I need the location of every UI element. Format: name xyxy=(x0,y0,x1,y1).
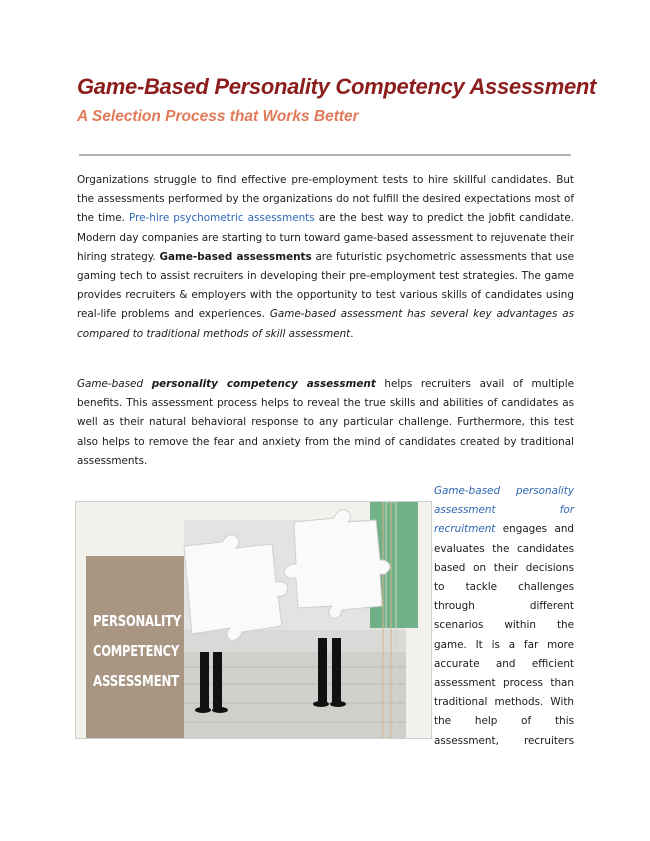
assessment-illustration xyxy=(75,501,432,739)
intro-paragraph xyxy=(77,171,574,344)
intro-period: . xyxy=(350,327,354,340)
page-title: Game-Based Personality Competency Assessment xyxy=(77,74,597,99)
intro-text-2: are the best way to predict the jobfit candidate. Modern day companies are starting to turn toward game-based assessment to rejuvenate their hiring strategy. xyxy=(77,212,575,263)
key-advantages-italic: Game-based assessment has several key advantages as compared to traditional methods of skill assessment xyxy=(77,308,574,340)
intro-text-1: Organizations struggle to find effective pre-employment tests to hire skillful candidates. But the assessments performed by the organizations do not fulfill the desired expectations most of the time. xyxy=(77,174,574,225)
benefits-text: helps recruiters avail of multiple benefits. This assessment process helps to reveal the true skills and abilities of candidates as well as their natural behavioral response to any particular challenge. Furthermore, this test also helps to remove the fear and anxiety from the mind of candidates created by traditional assessments. xyxy=(77,378,574,467)
page-subtitle: A Selection Process that Works Better xyxy=(77,108,359,125)
personality-competency-bold-italic: personality competency assessment xyxy=(151,378,376,390)
game-based-assessments-bold: Game-based assessments xyxy=(159,250,312,263)
figure-line-3: ASSESSMENT xyxy=(93,672,180,690)
recruitment-paragraph xyxy=(434,482,574,751)
recruitment-text: engages and evaluates the candidates based on their decisions to tackle challenges through different scenarios within the game. It is a far more accurate and efficient assessment process than traditional methods. With the help of this assessment, recruiters xyxy=(434,523,574,747)
benefits-lead-italic: Game-based xyxy=(77,378,152,390)
pre-hire-assessments-link[interactable]: Pre-hire psychometric assessments xyxy=(129,212,315,225)
intro-text-3: are futuristic psychometric assessments that use gaming tech to assist recruiters in developing their pre-employment test strategies. The game provides recruiters & employers with the opportunity to test various skills of candidates using real-life problems and experiences. xyxy=(77,250,575,321)
game-based-recruitment-link[interactable]: Game-based personality assessment for recruitment xyxy=(434,485,574,536)
title-divider xyxy=(79,154,571,156)
benefits-paragraph xyxy=(77,375,574,471)
figure-line-2: COMPETENCY xyxy=(93,642,181,660)
figure-line-1: PERSONALITY xyxy=(93,612,183,630)
